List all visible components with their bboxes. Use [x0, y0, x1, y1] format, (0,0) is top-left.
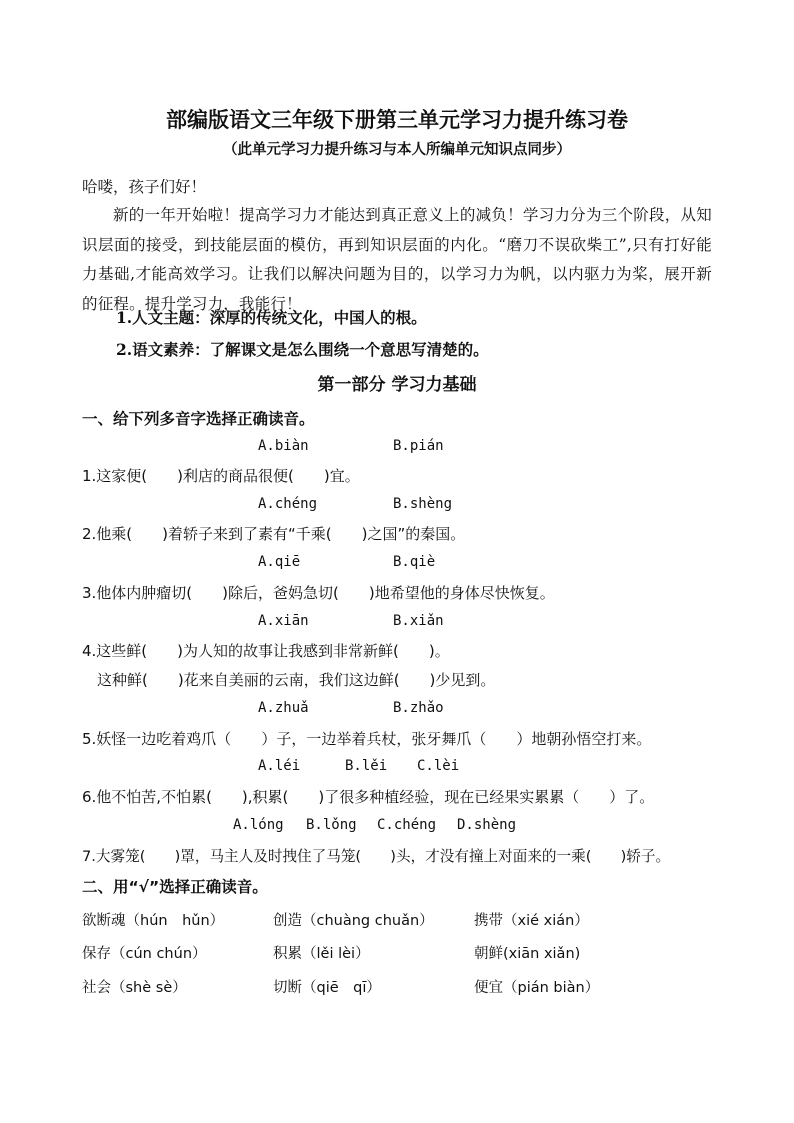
pinyin-item: 携带（xié xián）	[474, 913, 589, 929]
q7-option-b: B.lǒng	[306, 817, 357, 833]
section1-heading: 一、给下列多音字选择正确读音。	[82, 410, 315, 428]
q7-sentence: 7.大雾笼( )罩，马主人及时拽住了马笼( )头，才没有撞上对面来的一乘( )轿子。	[82, 848, 671, 865]
intro-paragraph	[82, 201, 712, 319]
pinyin-item: 社会（shè sè）	[82, 980, 187, 996]
pinyin-item: 欲断魂（hún hǔn）	[82, 913, 225, 929]
q7-option-d: D.shèng	[457, 817, 517, 833]
q3-option-a: A.qiē	[258, 554, 301, 570]
q4-option-b: B.xiǎn	[393, 613, 444, 629]
pinyin-item: 切断（qiē qī）	[273, 980, 381, 996]
q6-sentence: 6.他不怕苦,不怕累( ),积累( )了很多种植经验，现在已经果实累累（ ）了。	[82, 788, 655, 806]
q4-sentence-2: 这种鲜( )花来自美丽的云南，我们这边鲜( )少见到。	[97, 671, 496, 689]
pinyin-item: 积累（lěi lèi）	[273, 946, 370, 962]
q6-option-c: C.lèi	[417, 758, 460, 774]
q4-sentence-1: 4.这些鲜( )为人知的故事让我感到非常新鲜( )。	[82, 642, 450, 660]
intro-text: 新的一年开始啦！提高学习力才能达到真正意义上的减负！学习力分为三个阶段，从知识层面的接受，到技能层面的模仿，再到知识层面的内化。“磨刀不误砍柴工”,只有打好能力基础,才能高效学习。让我们以解决问题为目的，以学习力为帆，以内驱力为桨，展开新的征程。提升学习力，我能行！	[82, 206, 712, 313]
q1-option-b: B.pián	[393, 438, 444, 454]
page-title: 部编版语文三年级下册第三单元学习力提升练习卷	[166, 108, 628, 132]
pinyin-item: 保存（cún chún）	[82, 946, 207, 962]
q6-option-b: B.lěi	[345, 758, 388, 774]
q1-sentence: 1.这家便( )利店的商品很便( )宜。	[82, 467, 360, 485]
q6-option-a: A.léi	[258, 758, 301, 774]
q5-option-b: B.zhǎo	[393, 700, 444, 716]
pinyin-item: 便宜（pián biàn）	[474, 980, 600, 996]
q3-sentence: 3.他体内肿瘤切( )除后，爸妈急切( )地希望他的身体尽快恢复。	[82, 584, 555, 602]
theme-line: 1.人文主题：深厚的传统文化，中国人的根。	[116, 308, 427, 327]
q5-option-a: A.zhuǎ	[258, 700, 309, 716]
q5-sentence: 5.妖怪一边吃着鸡爪（ ）子，一边举着兵杖，张牙舞爪（ ）地朝孙悟空打来。	[82, 730, 652, 748]
q2-option-a: A.chéng	[258, 496, 318, 512]
q1-option-a: A.biàn	[258, 438, 309, 454]
section2-heading: 二、用“√”选择正确读音。	[82, 878, 268, 896]
q2-option-b: B.shèng	[393, 496, 453, 512]
q2-sentence: 2.他乘( )着轿子来到了素有“千乘( )之国”的秦国。	[82, 525, 466, 543]
greeting: 哈喽，孩子们好！	[82, 178, 207, 196]
q4-option-a: A.xiān	[258, 613, 309, 629]
q7-option-c: C.chéng	[377, 817, 437, 833]
q3-option-b: B.qiè	[393, 554, 436, 570]
page-subtitle: （此单元学习力提升练习与本人所编单元知识点同步）	[223, 141, 571, 158]
pinyin-item: 创造（chuàng chuǎn）	[273, 913, 434, 929]
q7-option-a: A.lóng	[233, 817, 284, 833]
pinyin-item: 朝鲜(xiān xiǎn)	[474, 946, 581, 962]
part1-heading: 第一部分 学习力基础	[317, 375, 477, 395]
literacy-line: 2.语文素养：了解课文是怎么围绕一个意思写清楚的。	[116, 340, 489, 359]
